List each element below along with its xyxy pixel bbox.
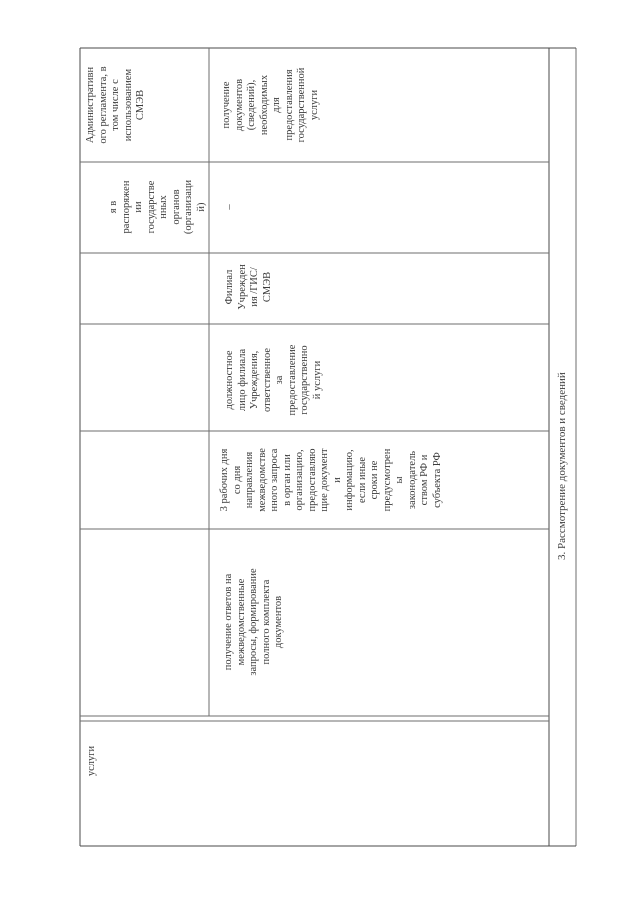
- cell-main-col4: [224, 332, 324, 428]
- cell-line: том числе с: [110, 79, 121, 131]
- cell-line: лицо филиала: [236, 348, 248, 412]
- cell-line: распоряжен: [120, 180, 132, 234]
- cell-line: если иные: [356, 456, 368, 504]
- cell-line: нного запроса: [269, 448, 280, 512]
- cell-line: межведомственные: [235, 578, 247, 666]
- cell-line: межведомстве: [256, 448, 268, 512]
- cell-line: (сведений),: [246, 79, 257, 131]
- cell-line: услуги: [308, 89, 320, 121]
- cell-line: документов: [273, 595, 284, 649]
- cell-line: Учрежден: [236, 264, 248, 310]
- cell-text: услуги: [86, 745, 97, 777]
- cell-line: запросы, формирование: [248, 568, 259, 676]
- cell-line: использованием: [122, 68, 134, 142]
- cell-line: государственной: [296, 67, 307, 143]
- cell-line: должностное: [224, 350, 235, 410]
- cell-line: ством РФ и: [419, 454, 430, 506]
- cell-line: предусмотрен: [381, 448, 393, 512]
- cell-main-col5: [224, 253, 274, 321]
- cell-line: предоставление: [286, 344, 298, 416]
- cell-line: субъекта РФ: [431, 452, 443, 508]
- cell-line: ия /ГИС/: [249, 267, 260, 307]
- cell-line: Филиал: [224, 269, 235, 305]
- cell-main-col2: [223, 532, 286, 712]
- cell-line: сроки не: [369, 460, 380, 500]
- cell-line: законодатель: [406, 450, 418, 510]
- cell-prev-col8: [85, 50, 148, 160]
- cell-line: Учреждения,: [249, 350, 260, 410]
- cell-line: Административн: [85, 66, 96, 144]
- cell-line: предоставляю: [306, 448, 318, 512]
- cell-line: и: [331, 477, 343, 483]
- cell-line: 3 рабочих дня: [219, 448, 230, 512]
- cell-line: информацию,: [344, 449, 355, 511]
- cell-line: направления: [244, 451, 255, 509]
- cell-line: органов: [170, 189, 182, 225]
- cell-line: для: [271, 97, 282, 113]
- cell-line: государственно: [299, 345, 310, 415]
- cell-line: получение: [221, 81, 232, 129]
- cell-line: со дня: [231, 465, 243, 495]
- cell-line: нных: [158, 195, 169, 219]
- cell-line: в орган или: [281, 454, 293, 506]
- cell-line: СМЭВ: [135, 89, 146, 121]
- cell-line: ого регламента, в: [97, 66, 109, 144]
- cell-main-col3: [219, 434, 444, 526]
- cell-line: предоставления: [283, 69, 295, 141]
- cell-line: организацию,: [294, 449, 305, 511]
- cell-main-col6: [224, 192, 237, 222]
- cell-line: ы: [394, 476, 405, 484]
- cell-line: щие документ: [319, 448, 330, 512]
- cell-line: ответственное: [261, 347, 273, 413]
- cell-line: й): [195, 202, 207, 212]
- cell-line: необходимых: [258, 74, 270, 136]
- cell-text: –: [224, 204, 235, 210]
- cell-line: за: [274, 375, 285, 385]
- cell-line: й услуги: [311, 360, 323, 400]
- cell-main-col7: [221, 50, 321, 160]
- cell-line: документов: [233, 78, 245, 132]
- cell-line: государстве: [145, 180, 157, 234]
- section-heading-text: 3. Рассмотрение документов и сведений: [556, 372, 568, 560]
- cell-line: (организаци: [183, 179, 194, 235]
- cell-line: получение ответов на: [223, 573, 234, 671]
- cell-line: СМЭВ: [261, 271, 273, 303]
- cell-prev-col1: [86, 716, 99, 806]
- cell-prev-col7: [108, 164, 208, 250]
- cell-line: полного комплекта: [260, 579, 272, 665]
- section-heading: [556, 300, 569, 560]
- cell-line: я в: [108, 200, 119, 214]
- cell-line: ии: [133, 201, 144, 213]
